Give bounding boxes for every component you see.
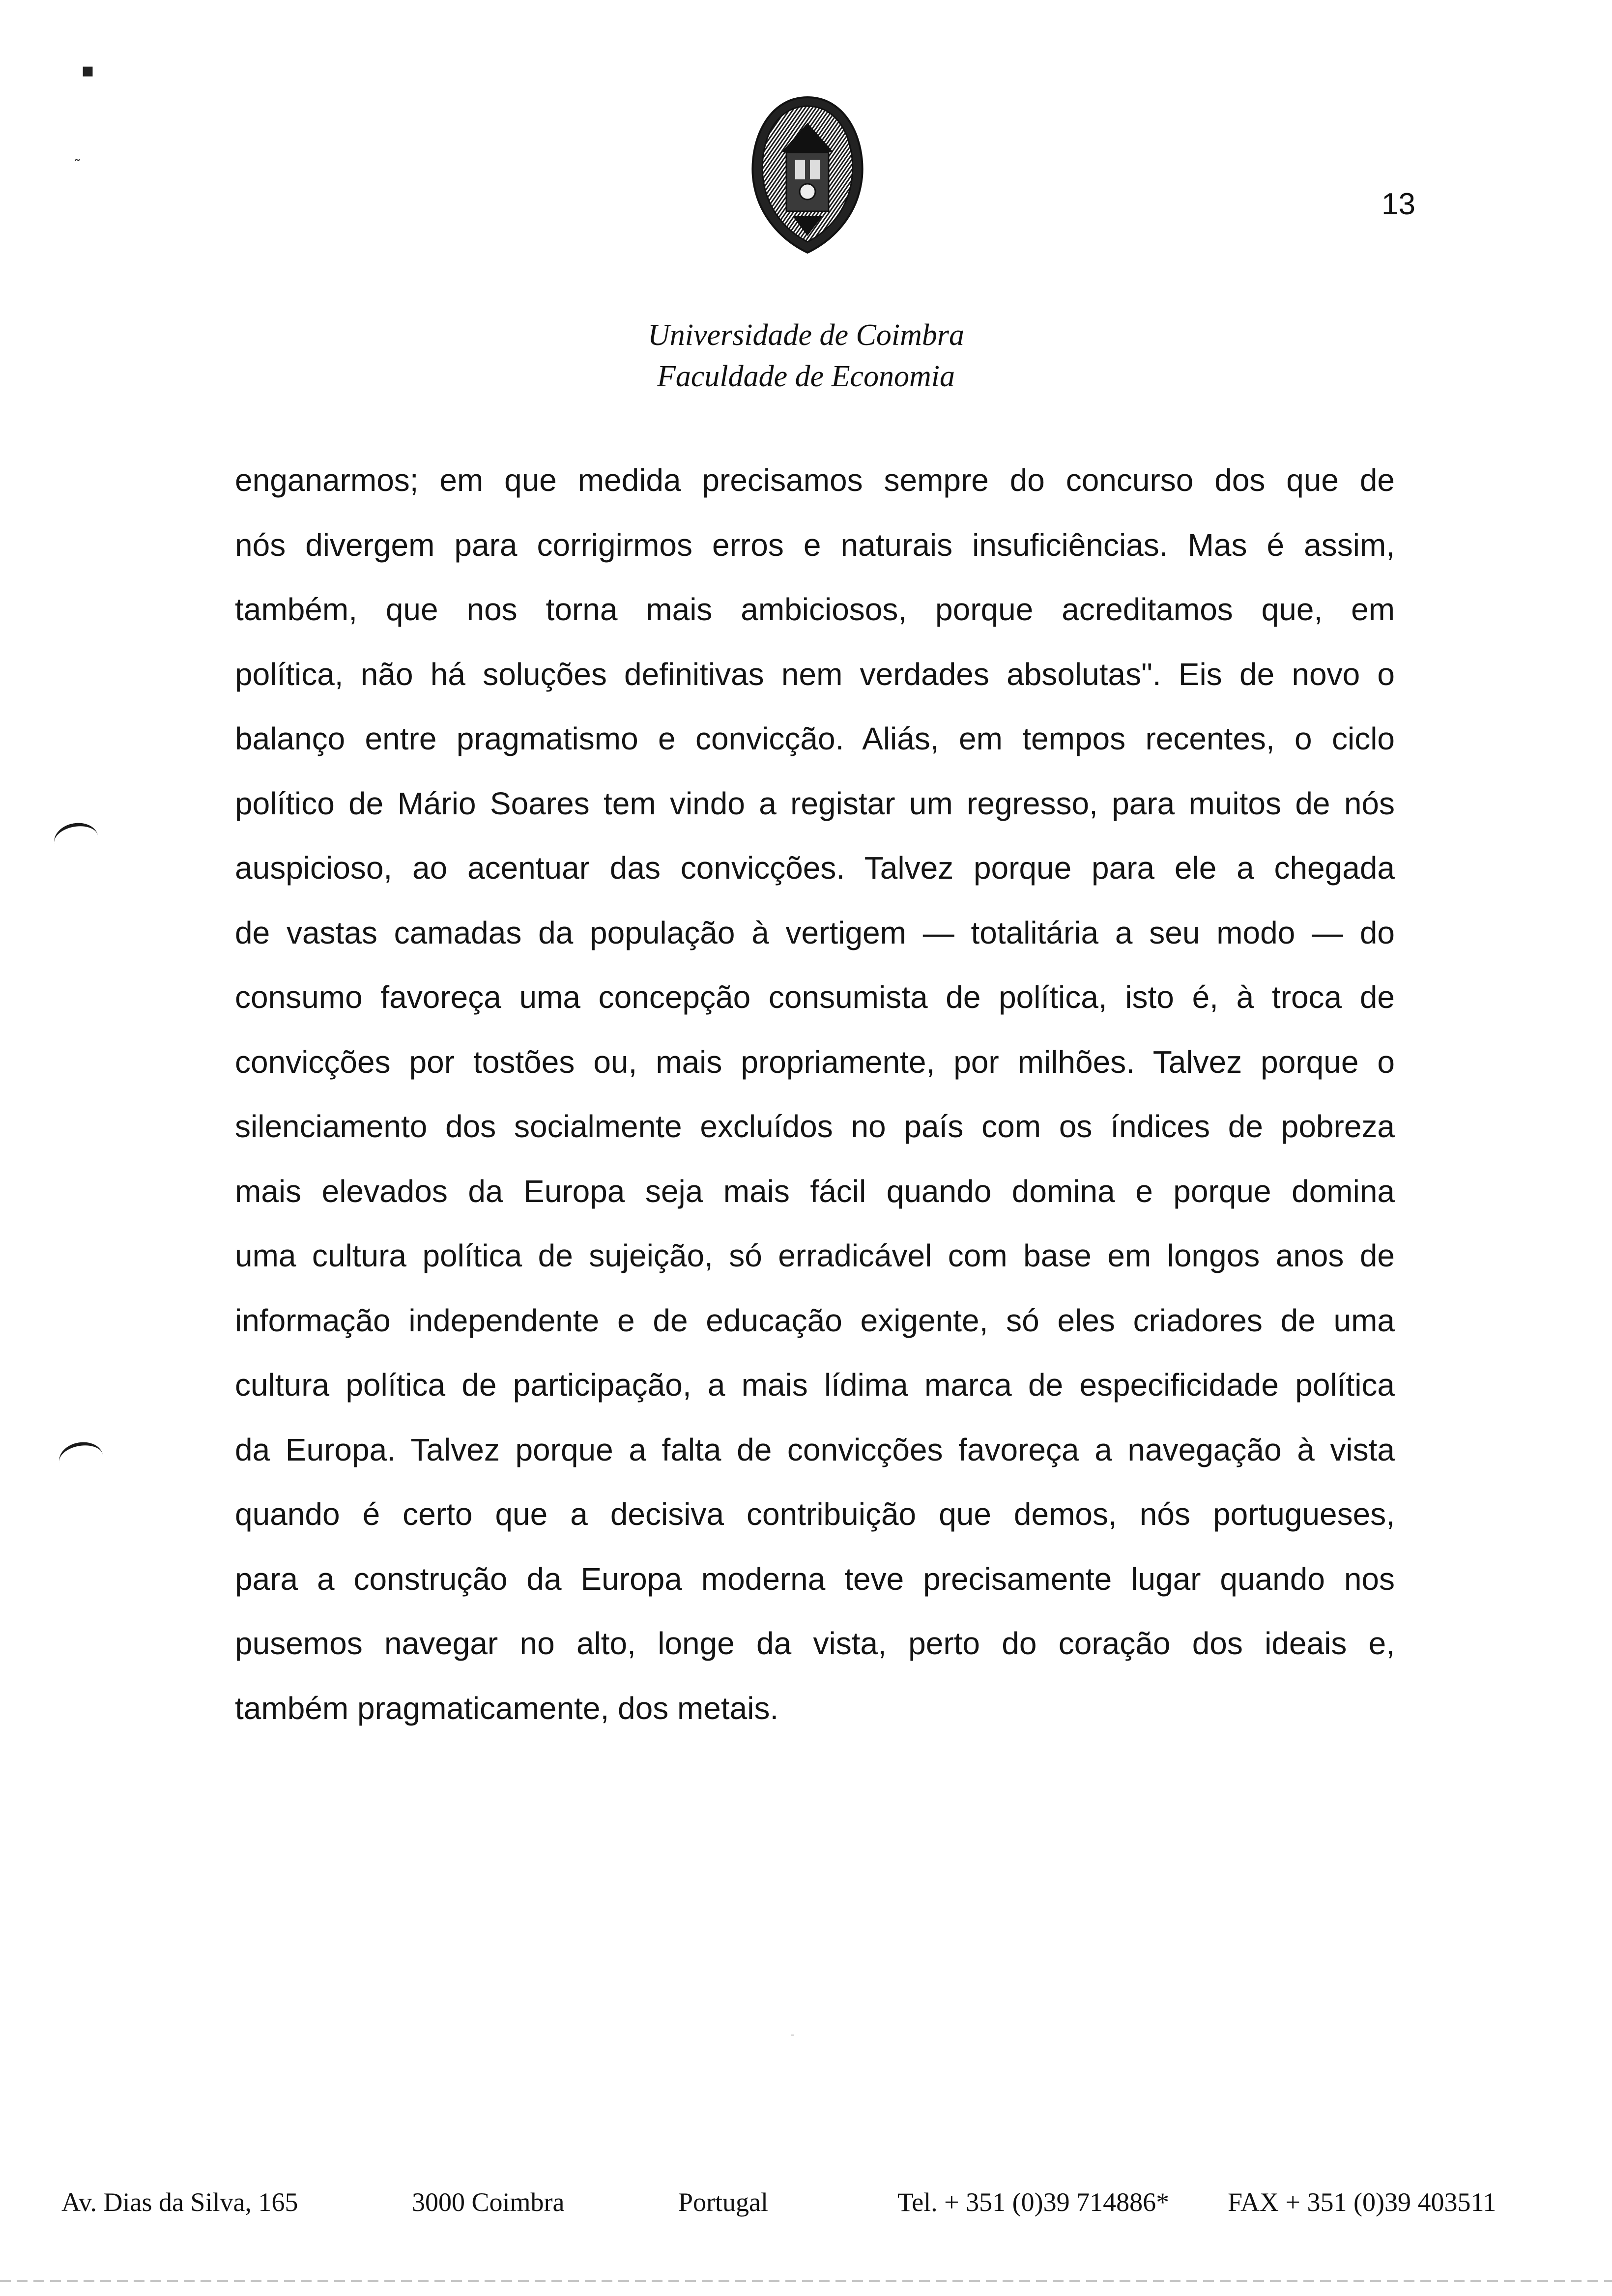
footer-city: 3000 Coimbra: [412, 2187, 565, 2217]
page-number: 13: [1382, 187, 1415, 221]
scan-speck: [791, 2035, 794, 2036]
text-line: pusemos navegar no alto, longe da vista, perto do coração dos ideais e,: [235, 1626, 1395, 1661]
text-line: também, que nos torna mais ambiciosos, porque acreditamos que, em: [235, 592, 1395, 627]
text-line: uma cultura política de sujeição, só erradicável com base em longos anos de: [235, 1238, 1395, 1273]
scan-edge: [0, 2280, 1612, 2282]
text-line: balanço entre pragmatismo e convicção. Aliás, em tempos recentes, o ciclo: [235, 721, 1395, 756]
text-line: quando é certo que a decisiva contribuição que demos, nós portugueses,: [235, 1496, 1395, 1532]
text-line: política, não há soluções definitivas nem verdades absolutas". Eis de novo o: [235, 656, 1395, 692]
text-line: de vastas camadas da população à vertigem — totalitária a seu modo — do: [235, 915, 1395, 950]
faculty-name: Faculdade de Economia: [657, 360, 955, 393]
scan-speck: ˜: [74, 157, 81, 174]
scan-speck: ▪: [81, 59, 95, 82]
institution-name: Universidade de Coimbra: [647, 318, 965, 352]
text-line: consumo favoreça uma concepção consumista de política, isto é, à troca de: [235, 979, 1395, 1015]
text-line: cultura política de participação, a mais lídima marca de especificidade política: [235, 1367, 1395, 1403]
text-line: informação independente e de educação exigente, só eles criadores de uma: [235, 1302, 1395, 1338]
margin-mark: [57, 1439, 106, 1479]
text-line: mais elevados da Europa seja mais fácil quando domina e porque domina: [235, 1173, 1395, 1209]
text-line: nós divergem para corrigirmos erros e naturais insuficiências. Mas é assim,: [235, 527, 1395, 563]
text-line: para a construção da Europa moderna teve precisamente lugar quando nos: [235, 1561, 1395, 1597]
letterhead: [560, 315, 1052, 397]
text-line: da Europa. Talvez porque a falta de convicções favoreça a navegação à vista: [235, 1432, 1395, 1467]
text-line: auspicioso, ao acentuar das convicções. Talvez porque para ele a chegada: [235, 850, 1395, 886]
text-line: enganarmos; em que medida precisamos sempre do concurso dos que de: [235, 462, 1395, 498]
footer-street: Av. Dias da Silva, 165: [61, 2187, 298, 2217]
body-paragraph: [235, 448, 1395, 1741]
text-line: também pragmaticamente, dos metais.: [235, 1690, 779, 1726]
text-line: convicções por tostões ou, mais propriamente, por milhões. Talvez porque o: [235, 1044, 1395, 1080]
text-line: político de Mário Soares tem vindo a registar um regresso, para muitos de nós: [235, 785, 1395, 821]
address-footer: [0, 2187, 1612, 2226]
university-seal-icon: [746, 93, 869, 256]
margin-mark: [52, 820, 101, 860]
footer-telephone: Tel. + 351 (0)39 714886*: [897, 2187, 1170, 2217]
footer-fax: FAX + 351 (0)39 403511: [1228, 2187, 1497, 2217]
footer-country: Portugal: [678, 2187, 768, 2217]
text-line: silenciamento dos socialmente excluídos no país com os índices de pobreza: [235, 1109, 1395, 1144]
